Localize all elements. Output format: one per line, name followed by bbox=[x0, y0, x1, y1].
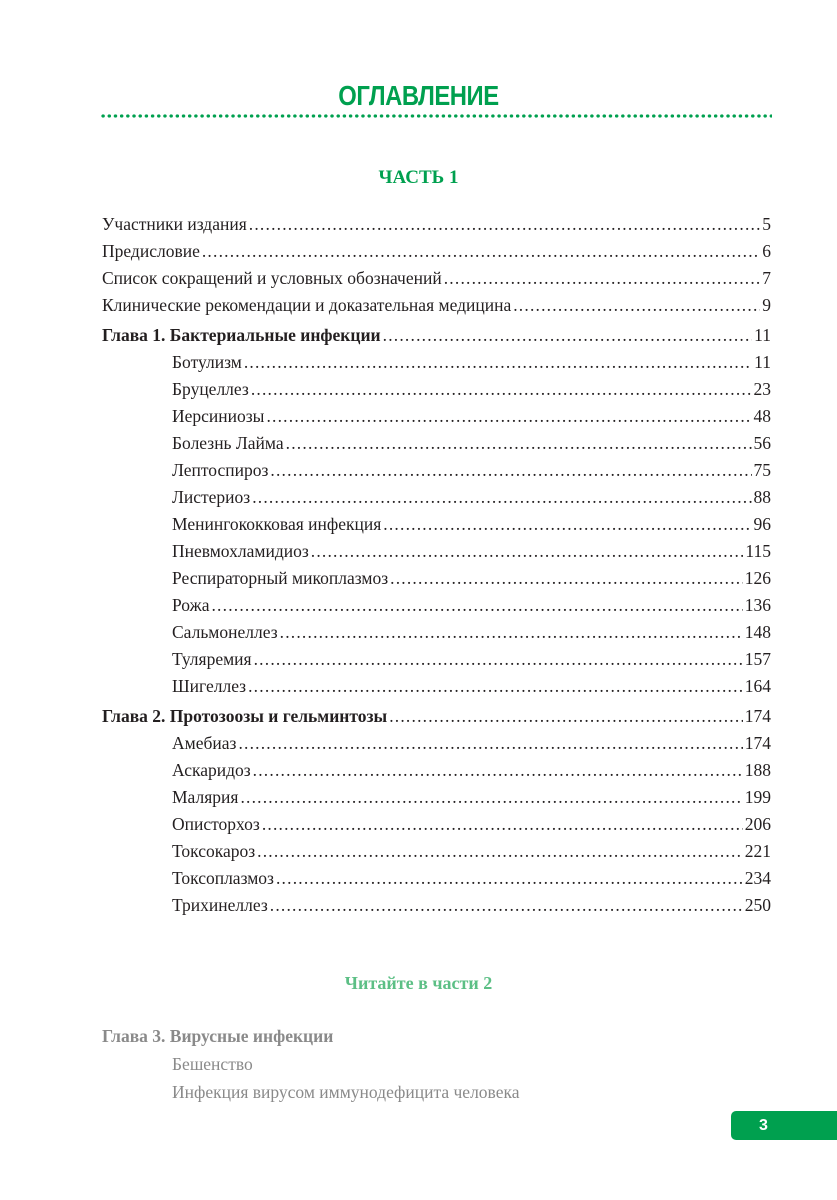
toc-entry[interactable] bbox=[102, 238, 771, 265]
dot-leader bbox=[248, 673, 743, 700]
toc-entry[interactable] bbox=[102, 265, 771, 292]
toc-entry-label: Клинические рекомендации и доказательная медицина bbox=[102, 295, 512, 315]
toc-entry-label: Малярия bbox=[172, 787, 239, 807]
toc-entry-page: 157 bbox=[744, 649, 771, 669]
dot-leader bbox=[270, 457, 751, 484]
toc-entry[interactable] bbox=[102, 457, 771, 484]
dot-leader bbox=[252, 484, 751, 511]
dot-leader bbox=[211, 592, 742, 619]
toc-entry[interactable] bbox=[102, 673, 771, 700]
toc-entry-page: 88 bbox=[753, 487, 771, 507]
toc-entry[interactable] bbox=[102, 430, 771, 457]
toc-chapter[interactable] bbox=[102, 703, 771, 731]
toc-entry-label: Шигеллез bbox=[172, 676, 247, 696]
toc-entry-page: 221 bbox=[744, 841, 771, 861]
page-title: ОГЛАВЛЕНИЕ bbox=[338, 80, 499, 111]
toc-entry-page: 206 bbox=[744, 814, 771, 834]
dot-leader bbox=[270, 892, 743, 919]
dot-leader bbox=[383, 322, 753, 349]
toc-entry[interactable] bbox=[102, 838, 771, 865]
table-of-contents bbox=[102, 211, 771, 919]
part2-chapter: Глава 3. Вирусные инфекции bbox=[102, 1026, 334, 1046]
dot-leader bbox=[389, 703, 743, 730]
dot-leader bbox=[513, 292, 760, 319]
page-number: 3 bbox=[759, 1117, 768, 1134]
toc-entry[interactable] bbox=[102, 565, 771, 592]
toc-entry-page: 250 bbox=[744, 895, 771, 915]
toc-entry-page: 136 bbox=[744, 595, 771, 615]
dot-leader bbox=[280, 619, 743, 646]
part2-item: Инфекция вирусом иммунодефицита человека bbox=[172, 1082, 520, 1102]
toc-entry-page: 7 bbox=[762, 268, 771, 288]
toc-chapter-label: Глава 1. Бактериальные инфекции bbox=[102, 325, 381, 345]
dot-leader bbox=[253, 757, 743, 784]
dot-leader bbox=[390, 565, 743, 592]
toc-entry[interactable] bbox=[102, 865, 771, 892]
toc-entry-label: Туляремия bbox=[172, 649, 252, 669]
toc-entry-page: 164 bbox=[744, 676, 771, 696]
toc-entry[interactable] bbox=[102, 292, 771, 319]
dot-leader bbox=[238, 730, 742, 757]
toc-entry[interactable] bbox=[102, 619, 771, 646]
dot-leader bbox=[276, 865, 743, 892]
toc-entry-label: Аскаридоз bbox=[172, 760, 251, 780]
toc-entry-label: Болезнь Лайма bbox=[172, 433, 284, 453]
toc-entry[interactable] bbox=[102, 730, 771, 757]
toc-entry-label: Лептоспироз bbox=[172, 460, 269, 480]
toc-entry[interactable] bbox=[102, 538, 771, 565]
toc-entry[interactable] bbox=[102, 811, 771, 838]
toc-entry[interactable] bbox=[102, 376, 771, 403]
toc-entry[interactable] bbox=[102, 757, 771, 784]
dot-leader bbox=[286, 430, 752, 457]
toc-chapter-page: 174 bbox=[744, 706, 771, 726]
toc-entry-label: Ботулизм bbox=[172, 352, 242, 372]
toc-entry-label: Трихинеллез bbox=[172, 895, 268, 915]
toc-entry[interactable] bbox=[102, 211, 771, 238]
toc-entry-page: 23 bbox=[753, 379, 771, 399]
toc-entry-page: 174 bbox=[744, 733, 771, 753]
toc-entry[interactable] bbox=[102, 484, 771, 511]
part-heading: ЧАСТЬ 1 bbox=[378, 167, 459, 188]
toc-entry-page: 115 bbox=[745, 541, 771, 561]
toc-entry-page: 6 bbox=[762, 241, 771, 261]
dot-leader bbox=[249, 211, 760, 238]
toc-entry-page: 234 bbox=[744, 868, 771, 888]
toc-entry-label: Описторхоз bbox=[172, 814, 260, 834]
toc-entry-label: Токсоплазмоз bbox=[172, 868, 274, 888]
toc-entry-label: Листериоз bbox=[172, 487, 251, 507]
toc-entry[interactable] bbox=[102, 892, 771, 919]
toc-entry-label: Менингококковая инфекция bbox=[172, 514, 382, 534]
toc-entry[interactable] bbox=[102, 403, 771, 430]
toc-entry[interactable] bbox=[102, 349, 771, 376]
toc-entry-page: 48 bbox=[753, 406, 771, 426]
toc-chapter[interactable] bbox=[102, 322, 771, 350]
toc-entry-page: 9 bbox=[762, 295, 771, 315]
part2-heading: Читайте в части 2 bbox=[344, 973, 493, 993]
dot-leader bbox=[262, 811, 743, 838]
dot-leader bbox=[311, 538, 744, 565]
toc-entry[interactable] bbox=[102, 592, 771, 619]
toc-entry-page: 5 bbox=[762, 214, 771, 234]
toc-entry-page: 96 bbox=[753, 514, 771, 534]
toc-entry-page: 56 bbox=[753, 433, 771, 453]
toc-entry[interactable] bbox=[102, 784, 771, 811]
toc-entry-page: 11 bbox=[754, 352, 771, 372]
toc-entry-label: Токсокароз bbox=[172, 841, 256, 861]
toc-entry[interactable] bbox=[102, 646, 771, 673]
dot-leader bbox=[202, 238, 760, 265]
part2-preview bbox=[102, 1022, 771, 1106]
toc-chapter-label: Глава 2. Протозоозы и гельминтозы bbox=[102, 706, 388, 726]
page-number-tab bbox=[731, 1111, 837, 1140]
dot-leader bbox=[266, 403, 751, 430]
dot-leader bbox=[444, 265, 761, 292]
toc-entry-label: Пневмохламидиоз bbox=[172, 541, 309, 561]
dot-leader bbox=[383, 511, 751, 538]
dot-leader bbox=[240, 784, 742, 811]
toc-entry-page: 188 bbox=[744, 760, 771, 780]
toc-entry[interactable] bbox=[102, 511, 771, 538]
toc-entry-label: Иерсиниозы bbox=[172, 406, 265, 426]
dot-leader bbox=[254, 646, 743, 673]
toc-entry-page: 199 bbox=[744, 787, 771, 807]
dot-leader bbox=[251, 376, 752, 403]
toc-entry-label: Бруцеллез bbox=[172, 379, 249, 399]
dotted-divider bbox=[100, 114, 772, 118]
dot-leader bbox=[244, 349, 752, 376]
toc-entry-label: Предисловие bbox=[102, 241, 200, 261]
toc-entry-label: Амебиаз bbox=[172, 733, 237, 753]
dot-leader bbox=[257, 838, 743, 865]
toc-entry-label: Рожа bbox=[172, 595, 210, 615]
toc-entry-page: 148 bbox=[744, 622, 771, 642]
part2-item: Бешенство bbox=[172, 1054, 253, 1074]
toc-entry-label: Сальмонеллез bbox=[172, 622, 278, 642]
toc-entry-label: Респираторный микоплазмоз bbox=[172, 568, 389, 588]
toc-entry-page: 126 bbox=[744, 568, 771, 588]
toc-entry-label: Участники издания bbox=[102, 214, 247, 234]
toc-entry-label: Список сокращений и условных обозначений bbox=[102, 268, 442, 288]
toc-entry-page: 75 bbox=[753, 460, 771, 480]
toc-chapter-page: 11 bbox=[754, 325, 771, 345]
